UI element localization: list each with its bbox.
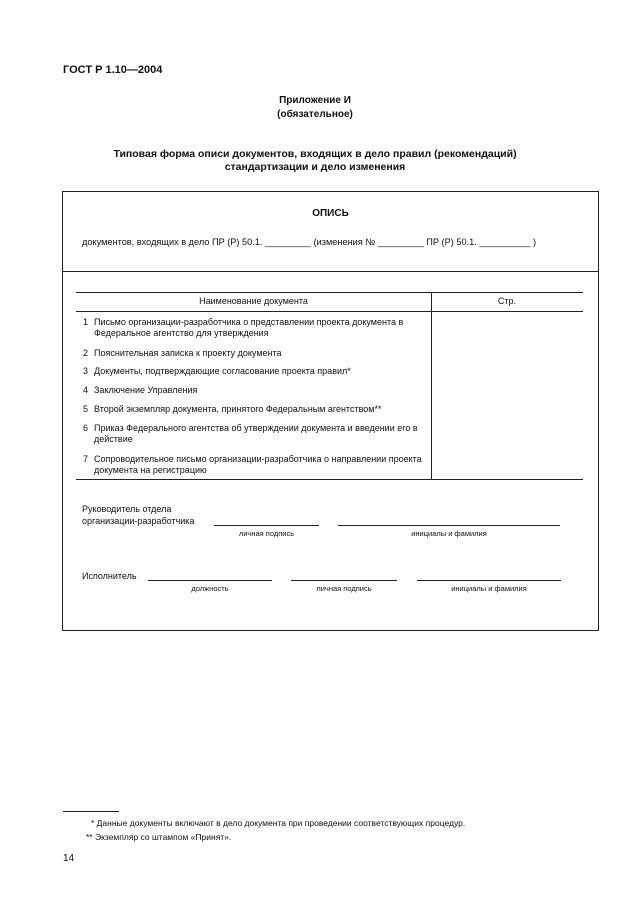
standard-code: ГОСТ Р 1.10—2004 — [63, 64, 163, 76]
executor-position-caption: должность — [191, 584, 229, 593]
column-header-name: Наименование документа — [199, 296, 308, 306]
row-text: Документы, подтверждающие согласование проекта правил* — [94, 366, 351, 376]
head-label-line1: Руководитель отдела — [82, 504, 172, 514]
head-name-line — [338, 525, 560, 526]
annex-title: Приложение И — [279, 95, 351, 106]
footnote-2: ** Экземпляр со штампом «Принят». — [86, 832, 232, 842]
frame-divider — [62, 271, 599, 272]
executor-position-line — [148, 580, 272, 581]
head-name-caption: инициалы и фамилия — [411, 529, 487, 538]
form-title-line1: Типовая форма описи документов, входящих в дело правил (рекомендаций) — [113, 148, 517, 160]
executor-name-caption: инициалы и фамилия — [451, 584, 527, 593]
row-number: 4 — [83, 385, 89, 395]
executor-signature-line — [291, 580, 397, 581]
row-number: 6 — [83, 423, 89, 433]
form-title-line2: стандартизации и дело изменения — [224, 161, 406, 173]
footnote-rule — [63, 811, 119, 812]
table-header-divider — [76, 311, 583, 312]
row-text: Пояснительная записка к проекту документа — [94, 348, 282, 358]
executor-name-line — [417, 580, 561, 581]
row-text: Приказ Федерального агентства об утверждении документа и введении его в действие — [94, 423, 418, 444]
row-text: Письмо организации-разработчика о представлении проекта документа в Федеральное агентство для утверждения — [94, 317, 404, 338]
row-text: Заключение Управления — [94, 385, 198, 395]
row-text: Сопроводительное письмо организации-разработчика о направлении проекта документа на регистрацию — [94, 454, 422, 475]
inventory-heading: ОПИСЬ — [312, 208, 349, 219]
head-signature-line — [214, 525, 319, 526]
footnote-1: * Данные документы включают в дело документа при проведении соответствующих процедур. — [91, 818, 466, 828]
form-title — [0, 148, 630, 174]
table-column-divider — [431, 292, 432, 480]
head-label-line2: организации-разработчика — [82, 516, 195, 526]
row-number: 5 — [83, 404, 89, 414]
annex-status: (обязательное) — [277, 109, 353, 120]
head-signature-caption: личная подпись — [238, 529, 295, 538]
column-header-page: Стр. — [497, 296, 517, 306]
row-number: 2 — [83, 348, 89, 358]
row-text: Второй экземпляр документа, принятого Федеральным агентством** — [94, 404, 382, 414]
row-number: 7 — [83, 454, 89, 464]
page-number: 14 — [63, 853, 75, 864]
row-number: 1 — [83, 317, 89, 327]
executor-label: Исполнитель — [82, 571, 137, 581]
inventory-subtitle: документов, входящих в дело ПР (Р) 50.1. _________ (изменения № _________ ПР (Р) 50.1. __________ ) — [82, 237, 537, 247]
row-number: 3 — [83, 366, 89, 376]
executor-signature-caption: личная подпись — [316, 584, 372, 593]
